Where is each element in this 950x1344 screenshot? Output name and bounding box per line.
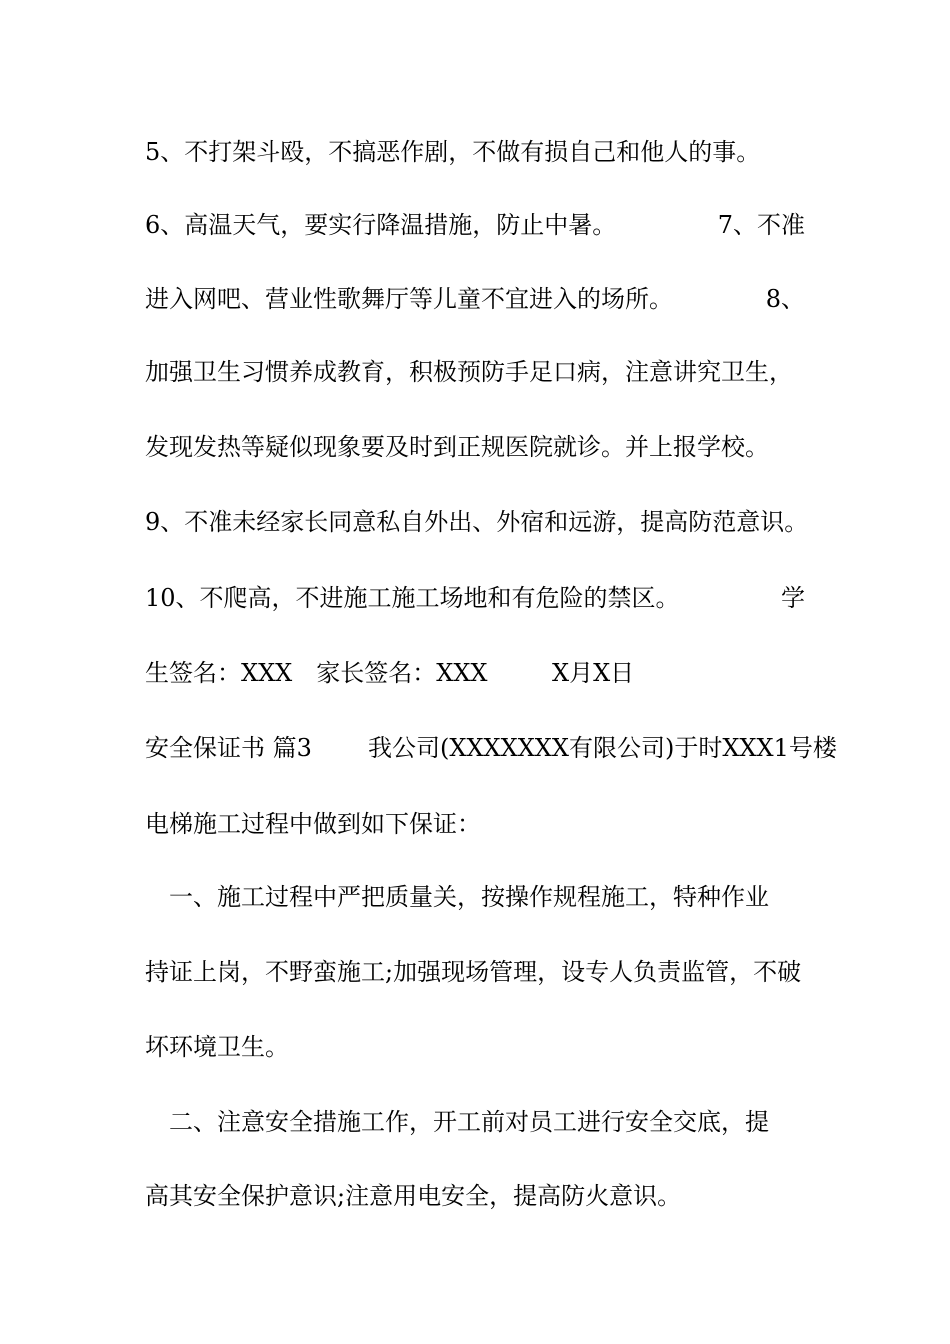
line-text: 加强卫生习惯养成教育，积极预防手足口病，注意讲究卫生， (145, 358, 793, 386)
line-text: 一、施工过程中严把质量关，按操作规程施工，特种作业 (145, 883, 769, 911)
text-line-point-1a (145, 877, 805, 917)
line-text: 持证上岗，不野蛮施工;加强现场管理，设专人负责监管，不破 (145, 958, 802, 986)
text-line-section-heading (145, 728, 837, 768)
text-line-point-1b (145, 952, 805, 992)
line-text: 6、高温天气，要实行降温措施，防止中暑。 (145, 211, 617, 239)
text-line-point-2b (145, 1176, 805, 1216)
text-line-rule-6-7 (145, 205, 805, 245)
line-text-right: 学 (781, 584, 805, 612)
line-text: 9、不准未经家长同意私自外出、外宿和远游，提高防范意识。 (145, 508, 809, 536)
text-line-intro (145, 804, 805, 844)
line-text-mid: 我公司(XXXXXXX有限公司)于时XXX1号楼 (368, 734, 837, 762)
text-line-rule-8b (145, 427, 805, 467)
line-text: 10、不爬高，不进施工施工场地和有危险的禁区。 (145, 584, 680, 612)
text-line-rule-10 (145, 578, 805, 618)
text-line-point-2a (145, 1102, 805, 1142)
line-text-right: 7、不准 (717, 211, 805, 239)
text-line-rule-8a (145, 352, 805, 392)
text-line-signatures (145, 653, 805, 693)
line-text-right: 8、 (765, 285, 805, 313)
line-text: 高其安全保护意识;注意用电安全，提高防火意识。 (145, 1182, 682, 1210)
line-text: 发现发热等疑似现象要及时到正规医院就诊。并上报学校。 (145, 433, 769, 461)
text-line-rule-9 (145, 502, 809, 542)
section-title: 安全保证书 篇3 (145, 734, 312, 762)
text-line-point-1c (145, 1027, 805, 1067)
line-text: 电梯施工过程中做到如下保证： (145, 810, 481, 838)
line-text: 进入网吧、营业性歌舞厅等儿童不宜进入的场所。 (145, 285, 673, 313)
signature-labels: 生签名：XXX 家长签名：XXX (145, 659, 488, 687)
line-text: 二、注意安全措施工作，开工前对员工进行安全交底，提 (145, 1108, 769, 1136)
signature-date: X月X日 (552, 659, 635, 687)
text-line-rule-7-8 (145, 279, 805, 319)
line-text: 5、不打架斗殴，不搞恶作剧，不做有损自己和他人的事。 (145, 138, 761, 166)
line-text: 坏环境卫生。 (145, 1033, 289, 1061)
text-line-rule-5 (145, 132, 805, 172)
